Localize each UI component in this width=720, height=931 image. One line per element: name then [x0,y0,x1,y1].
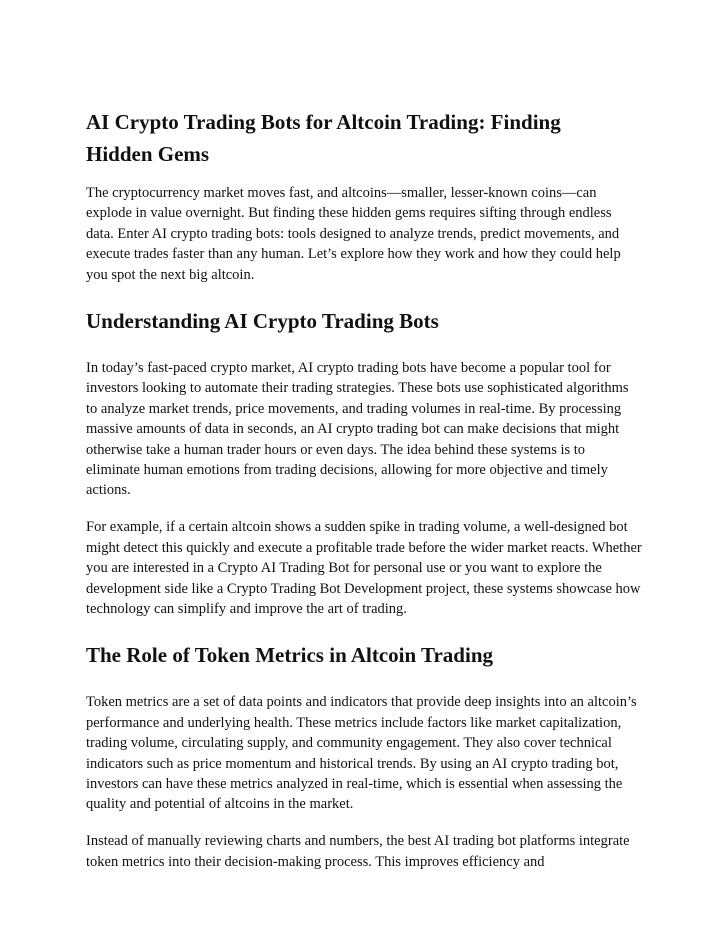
section-understanding-bots [86,307,642,619]
section-paragraph: For example, if a certain altcoin shows a sudden spike in trading volume, a well-designed bot might detect this quickly and execute a profitable trade before the wider market reacts. Whether you are interested in a Crypto AI Trading Bot for personal use or you want to explore the development side like a Crypto Trading Bot Development project, these systems showcase how technology can simplify and improve the art of trading. [86,519,642,617]
section-paragraph: Instead of manually reviewing charts and numbers, the best AI trading bot platforms integrate token metrics into their decision-making process. This improves efficiency and [86,833,630,870]
section-paragraph: In today’s fast-paced crypto market, AI crypto trading bots have become a popular tool for investors looking to automate their trading strategies. These bots use sophisticated algorithms to analyze market trends, price movements, and trading volumes in real-time. By processing massive amounts of data in seconds, an AI crypto trading bot can make decisions that might otherwise take a human trader hours or even days. The idea behind these systems is to eliminate human emotions from trading decisions, allowing for more objective and timely actions. [86,360,629,499]
section-heading: Understanding AI Crypto Trading Bots [86,309,439,334]
page-title: AI Crypto Trading Bots for Altcoin Trading: Finding Hidden Gems [86,110,561,166]
section-heading: The Role of Token Metrics in Altcoin Trading [86,643,493,668]
intro-paragraph: The cryptocurrency market moves fast, and altcoins—smaller, lesser-known coins—can explode in value overnight. But finding these hidden gems requires sifting through endless data. Enter AI crypto trading bots: tools designed to analyze trends, predict movements, and execute trades faster than any human. Let’s explore how they work and how they could help you spot the next big altcoin. [86,185,621,283]
section-paragraph: Token metrics are a set of data points and indicators that provide deep insights into an altcoin’s performance and underlying health. These metrics include factors like market capitalization, trading volume, circulating supply, and community engagement. They also cover technical indicators such as price momentum and historical trends. By using an AI crypto trading bot, investors can have these metrics analyzed in real-time, which is essential when assessing the quality and potential of altcoins in the market. [86,694,637,813]
document-content [86,106,642,889]
section-token-metrics [86,641,642,872]
